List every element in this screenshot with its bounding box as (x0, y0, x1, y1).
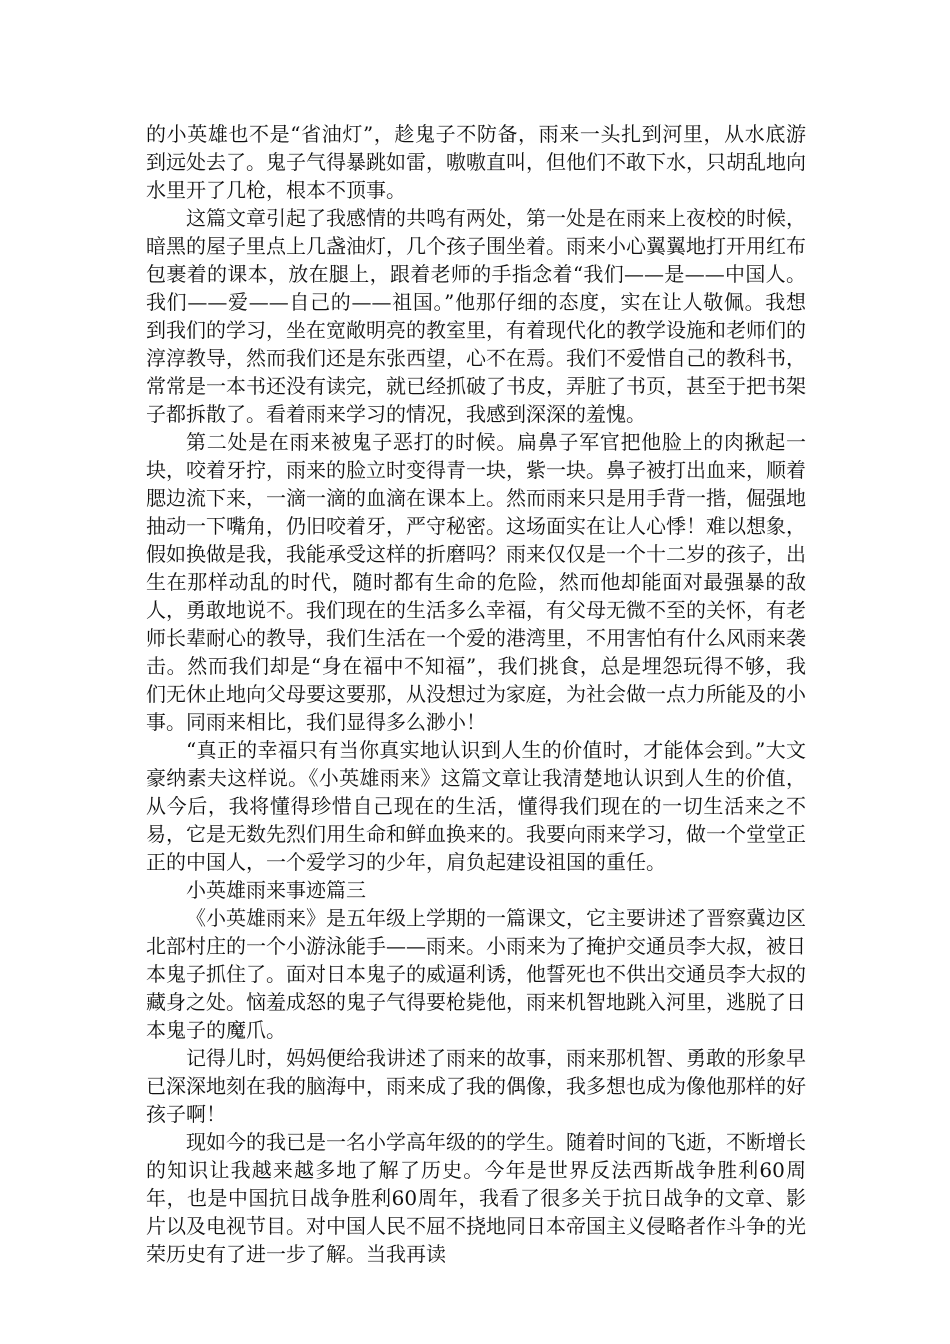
paragraph-summary: 《小英雄雨来》是五年级上学期的一篇课文，它主要讲述了晋察冀边区北部村庄的一个小游泳能手——雨来。小雨来为了掩护交通员李大叔，被日本鬼子抓住了。面对日本鬼子的威逼利诱，他誓死也不供出交通员李大叔的藏身之处。恼羞成怒的鬼子气得要枪毙他，雨来机智地跳入河里，逃脱了日本鬼子的魔爪。 (146, 906, 806, 1042)
paragraph-childhood: 记得儿时，妈妈便给我讲述了雨来的故事，雨来那机智、勇敢的形象早已深深地刻在我的脑海中，雨来成了我的偶像，我多想也成为像他那样的好孩子啊！ (146, 1046, 806, 1126)
paragraph-continuation: 的小英雄也不是“省油灯”，趁鬼子不防备，雨来一头扎到河里，从水底游到远处去了。鬼子气得暴跳如雷，嗷嗷直叫，但他们不敢下水，只胡乱地向水里开了几枪，根本不顶事。 (146, 122, 806, 202)
paragraph-night-school: 这篇文章引起了我感情的共鸣有两处，第一处是在雨来上夜校的时候，暗黑的屋子里点上几盏油灯，几个孩子围坐着。雨来小心翼翼地打开用红布包裹着的课本，放在腿上，跟着老师的手指念着“我们——是——中国人。我们——爱——自己的——祖国。”他那仔细的态度，实在让人敬佩。我想到我们的学习，坐在宽敞明亮的教室里，有着现代化的教学设施和老师们的淳淳教导，然而我们还是东张西望，心不在焉。我们不爱惜自己的教科书，常常是一本书还没有读完，就已经抓破了书皮，弄脏了书页，甚至于把书架子都拆散了。看着雨来学习的情况，我感到深深的羞愧。 (146, 206, 806, 426)
document-body (146, 120, 806, 1268)
paragraph-beaten: 第二处是在雨来被鬼子恶打的时候。扁鼻子军官把他脸上的肉揪起一块，咬着牙拧，雨来的脸立时变得青一块，紫一块。鼻子被打出血来，顺着腮边流下来，一滴一滴的血滴在课本上。然而雨来只是用手背一揩，倔强地抽动一下嘴角，仍旧咬着牙，严守秘密。这场面实在让人心悸！难以想象，假如换做是我，我能承受这样的折磨吗？雨来仅仅是一个十二岁的孩子，出生在那样动乱的时代，随时都有生命的危险，然而他却能面对最强暴的敌人，勇敢地说不。我们现在的生活多么幸福，有父母无微不至的关怀，有老师长辈耐心的教导，我们生活在一个爱的港湾里，不用害怕有什么风雨来袭击。然而我们却是“身在福中不知福”，我们挑食，总是埋怨玩得不够，我们无休止地向父母要这要那，从没想过为家庭，为社会做一点力所能及的小事。同雨来相比，我们显得多么渺小！ (146, 430, 806, 734)
paragraph-quote: “真正的幸福只有当你真实地认识到人生的价值时，才能体会到。”大文豪纳素夫这样说。《小英雄雨来》这篇文章让我清楚地认识到人生的价值，从今后，我将懂得珍惜自己现在的生活，懂得我们现在的一切生活来之不易，它是无数先烈们用生命和鲜血换来的。我要向雨来学习，做一个堂堂正正的中国人，一个爱学习的少年，肩负起建设祖国的重任。 (146, 738, 806, 874)
section-heading: 小英雄雨来事迹篇三 (186, 878, 366, 902)
paragraph-now: 现如今的我已是一名小学高年级的的学生。随着时间的飞逝，不断增长的知识让我越来越多地了解了历史。今年是世界反法西斯战争胜利60周年，也是中国抗日战争胜利60周年，我看了很多关于抗日战争的文章、影片以及电视节目。对中国人民不屈不挠地同日本帝国主义侵略者作斗争的光荣历史有了进一步了解。当我再读 (146, 1130, 806, 1266)
